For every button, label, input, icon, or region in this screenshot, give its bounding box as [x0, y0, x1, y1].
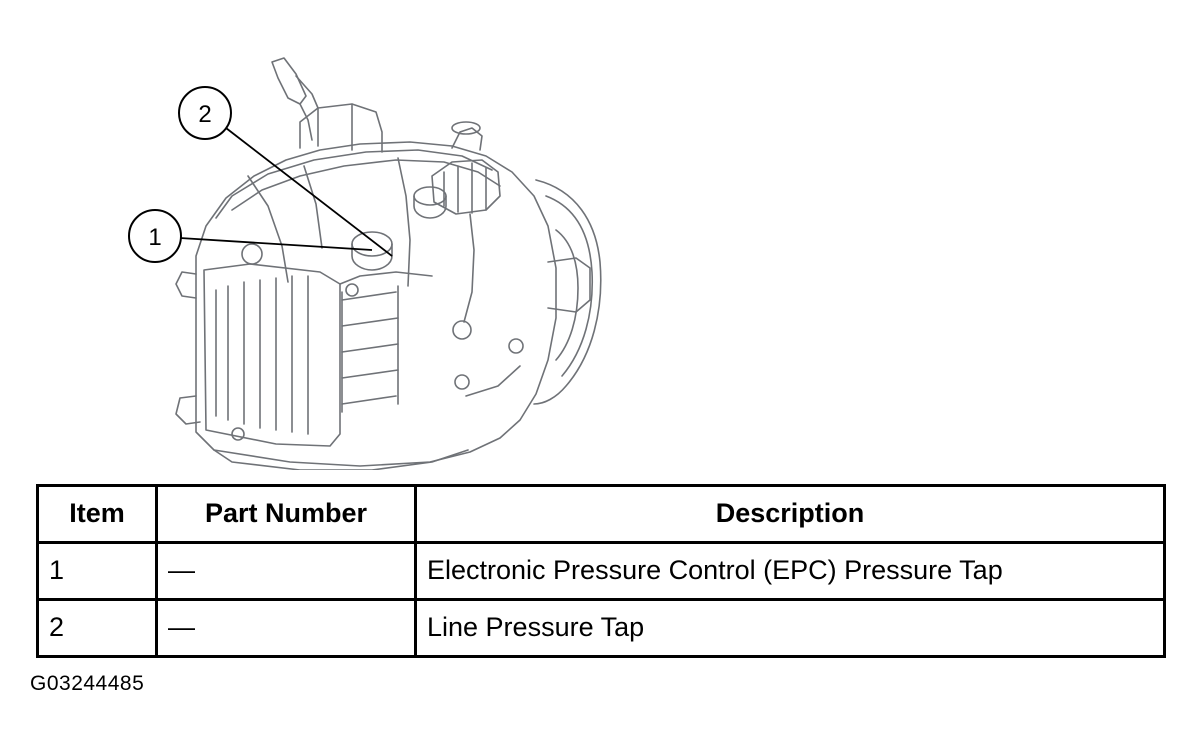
callout-1	[129, 210, 181, 262]
table-header-row	[38, 486, 1165, 543]
cell-part-number: —	[157, 543, 416, 600]
cell-item: 2	[38, 600, 157, 657]
callout-2-label: 2	[198, 101, 212, 128]
callout-leader-lines	[180, 128, 392, 256]
column-header-part-number: Part Number	[157, 486, 416, 543]
parts-table-header	[38, 486, 1165, 543]
column-header-description: Description	[416, 486, 1165, 543]
callout-1-label: 1	[148, 224, 162, 251]
table-row	[38, 600, 1165, 657]
cell-description: Electronic Pressure Control (EPC) Pressure Tap	[416, 543, 1165, 600]
parts-table-container	[36, 484, 1166, 658]
table-row	[38, 543, 1165, 600]
parts-table-body	[38, 543, 1165, 657]
cell-description: Line Pressure Tap	[416, 600, 1165, 657]
column-header-item: Item	[38, 486, 157, 543]
callout-2	[179, 87, 231, 139]
parts-table	[36, 484, 1166, 658]
cell-item: 1	[38, 543, 157, 600]
cell-part-number: —	[157, 600, 416, 657]
figure-id-caption: G03244485	[30, 672, 145, 695]
